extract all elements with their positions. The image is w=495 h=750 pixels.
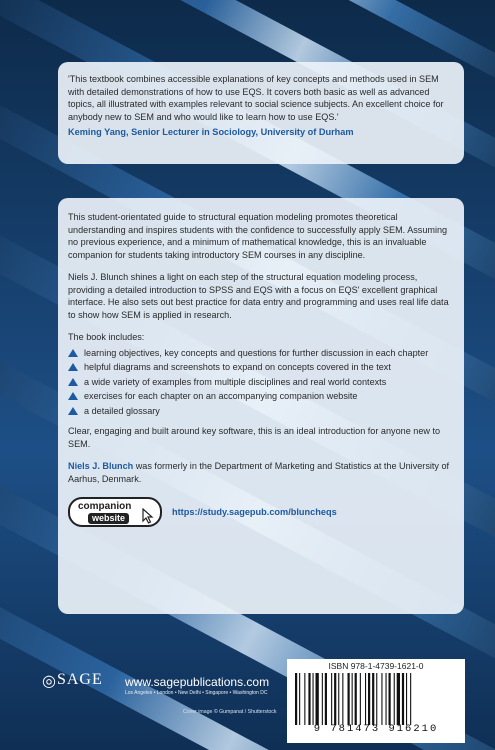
isbn-label: ISBN 978-1-4739-1621-0 [328,661,424,671]
companion-url-link[interactable]: https://study.sagepub.com/bluncheqs [172,507,337,517]
triangle-bullet-icon [68,392,78,400]
includes-heading: The book includes: [68,332,145,342]
author-name: Niels J. Blunch [68,461,134,471]
endorsement-panel [58,62,464,164]
list-item: a detailed glossary [68,405,454,418]
publisher-block [42,671,103,696]
triangle-bullet-icon [68,407,78,415]
companion-website-logo: companion website [68,497,162,527]
barcode [287,659,465,743]
description-paragraph-1: This student-orientated guide to structural equation modeling promotes theoretical understanding and inspires students with the confidence to successfully apply SEM. Assuming no previous experience, and a minimum of mathematical knowledge, this is an invaluable companion for students taking introductory SEM courses in any discipline. [68,212,448,260]
description-paragraph-2: Niels J. Blunch shines a light on each step of the structural equation modeling process, providing a detailed introduction to SPSS and EQS with a focus on EQS' excellent graphical interface. He also sets out best practice for data entry and programming and uses real life data to show how SEM is applied in research. [68,272,449,320]
endorsement-attribution: Keming Yang, Senior Lecturer in Sociology, University of Durham [68,127,354,137]
sage-logo: ◎SAGE [42,671,103,690]
triangle-bullet-icon [68,363,78,371]
author-bio: Niels J. Blunch was formerly in the Department of Marketing and Statistics at the University of Aarhus, Denmark. [68,461,450,484]
publisher-url-link[interactable]: www.sagepublications.com [125,675,270,689]
description-paragraph-3: Clear, engaging and built around key software, this is an ideal introduction for anyone new to SEM. [68,426,441,449]
publisher-cities: Los Angeles • London • New Delhi • Singapore • Washington DC [125,690,268,696]
list-item: a wide variety of examples from multiple disciplines and real world contexts [68,376,454,389]
includes-list [68,347,454,418]
endorsement-quote: 'This textbook combines accessible explanations of key concepts and methods used in SEM with detailed demonstrations of how to use EQS. It covers both basic as well as advanced topics, all illustrated with examples relevant to social science subjects. An excellent choice for anybody new to SEM and who would like to learn how to use EQS.' [68,74,444,122]
triangle-bullet-icon [68,378,78,386]
list-item: exercises for each chapter on an accompanying companion website [68,390,454,403]
barcode-digits: 9 781473 916210 [313,723,439,735]
triangle-bullet-icon [68,349,78,357]
companion-website-row [68,497,454,527]
cover-image-credit: Cover image © Gumpanat / Shutterstock [183,709,277,715]
description-panel [58,198,464,614]
barcode-bars [295,673,457,725]
cursor-icon [142,508,156,524]
list-item: learning objectives, key concepts and questions for further discussion in each chapter [68,347,454,360]
list-item: helpful diagrams and screenshots to expand on concepts covered in the text [68,361,454,374]
